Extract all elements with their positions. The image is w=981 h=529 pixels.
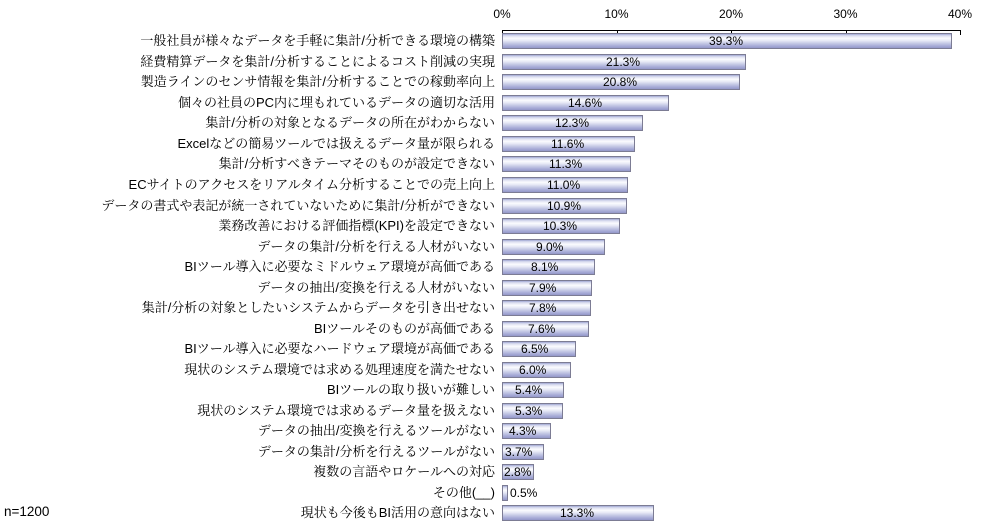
value-label: 0.5% [510,485,538,500]
bar-track [502,321,981,337]
value-label: 3.7% [505,444,533,459]
chart-row [0,503,981,524]
value-label: 11.3% [549,157,583,172]
bar-track [502,156,981,172]
value-label: 2.8% [504,465,532,480]
x-axis-tick-label: 20% [718,7,744,21]
category-label: データの抽出/変換を行えるツールがない [257,423,495,439]
category-label: Excelなどの簡易ツールでは扱えるデータ量が限られる [177,135,495,151]
category-label: BIツール導入に必要なミドルウェア環境が高価である [184,259,495,275]
chart-row [0,52,981,73]
sample-size-note: n=1200 [4,504,50,519]
value-label: 8.1% [531,260,559,275]
value-label: 14.6% [568,95,603,110]
category-label: BIツール導入に必要なハードウェア環境が高価である [184,341,495,357]
value-label: 10.3% [543,219,578,234]
bar-track [502,464,981,480]
chart-row [0,339,981,360]
value-label: 12.3% [555,116,590,131]
chart-row [0,401,981,422]
chart-row [0,421,981,442]
category-label: 現状も今後もBI活用の意向はない [300,505,495,521]
category-label: その他(__) [432,484,495,500]
bar-track [502,423,981,439]
category-label: 個々の社員のPC内に埋もれているデータの適切な活用 [177,94,495,110]
category-label: データの抽出/変換を行える人材がいない [257,279,495,295]
value-label: 20.8% [603,75,638,90]
chart-row [0,31,981,52]
value-label: 4.3% [509,424,537,439]
bar-track [502,485,981,501]
chart-row [0,257,981,278]
value-label: 11.0% [547,177,581,192]
chart-row [0,462,981,483]
chart-row [0,134,981,155]
chart-row [0,195,981,216]
category-label: 複数の言語やロケールへの対応 [313,464,495,480]
bar-track [502,382,981,398]
category-label: ECサイトのアクセスをリアルタイム分析することでの売上向上 [128,176,495,192]
bar-track [502,362,981,378]
bar-track [502,136,981,152]
category-label: BIツールそのものが高価である [313,320,495,336]
bar-track [502,403,981,419]
chart-row [0,277,981,298]
value-label: 9.0% [536,239,564,254]
bar [502,485,508,501]
x-axis-tick-label: 30% [833,7,858,21]
category-label: 一般社員が様々なデータを手軽に集計/分析できる環境の構築 [140,33,495,49]
chart-row [0,236,981,257]
chart-row [0,442,981,463]
value-label: 39.3% [709,34,744,49]
bar-track [502,300,981,316]
value-label: 13.3% [560,506,595,521]
bar-track [502,54,981,70]
bar-track [502,74,981,90]
bar-track [502,280,981,296]
value-label: 21.3% [606,54,641,69]
category-label: データの書式や表記が統一されていないために集計/分析ができない [101,197,495,213]
category-label: 現状のシステム環境では求めるデータ量を扱えない [197,402,495,418]
bar-track [502,115,981,131]
value-label: 10.9% [547,198,582,213]
value-label: 7.6% [528,321,556,336]
category-label: 集計/分析の対象となるデータの所在がわからない [205,115,495,131]
chart-row [0,380,981,401]
chart-row [0,93,981,114]
category-label: データの集計/分析を行えるツールがない [257,443,495,459]
chart-row [0,360,981,381]
value-label: 7.9% [529,280,557,295]
value-label: 5.3% [515,403,543,418]
bar-track [502,218,981,234]
chart-row [0,154,981,175]
chart-row [0,298,981,319]
x-axis-tick-label: 0% [493,7,511,21]
category-label: 集計/分析の対象としたいシステムからデータを引き出せない [141,300,495,316]
value-label: 7.8% [529,301,557,316]
bar-track [502,341,981,357]
chart-row [0,216,981,237]
chart-row [0,175,981,196]
chart-rows [0,31,981,524]
chart-row [0,483,981,504]
category-label: データの集計/分析を行える人材がいない [257,238,495,254]
x-axis-tick-label: 10% [604,7,629,21]
bar-track [502,259,981,275]
category-label: 集計/分析すべきテーマそのものが設定できない [218,156,495,172]
value-label: 6.0% [519,362,547,377]
category-label: 業務改善における評価指標(KPI)を設定できない [218,218,495,234]
chart-row [0,113,981,134]
bar-track [502,95,981,111]
bar-track [502,198,981,214]
value-label: 11.6% [551,136,585,151]
value-label: 5.4% [515,383,543,398]
chart-row [0,72,981,93]
category-label: BIツールの取り扱いが難しい [326,382,495,398]
category-label: 現状のシステム環境では求める処理速度を満たせない [184,361,495,377]
value-label: 6.5% [521,342,549,357]
bar-track [502,444,981,460]
category-label: 製造ラインのセンサ情報を集計/分析することでの稼動率向上 [140,74,495,90]
bar-track [502,33,981,49]
category-label: 経費精算データを集計/分析することによるコスト削減の実現 [140,53,495,69]
bar-track [502,505,981,521]
bar-track [502,239,981,255]
bar-track [502,177,981,193]
chart-row [0,318,981,339]
x-axis-tick-label: 40% [947,7,973,21]
